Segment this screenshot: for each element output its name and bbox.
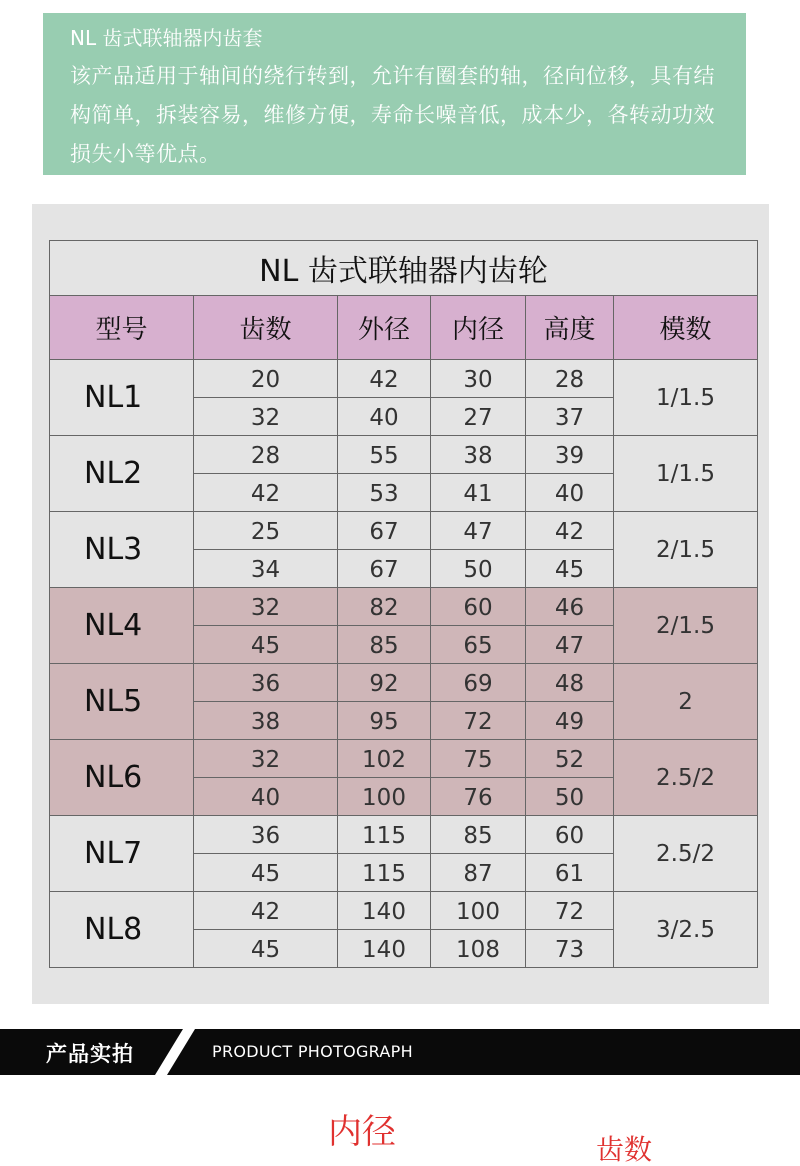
model-cell: NL8 <box>50 892 194 968</box>
value-cell: 75 <box>431 740 526 778</box>
table-row <box>50 360 758 398</box>
table-row <box>50 740 758 778</box>
spec-table-panel <box>32 204 769 1004</box>
table-row <box>50 512 758 550</box>
value-cell: 36 <box>194 816 338 854</box>
value-cell: 40 <box>194 778 338 816</box>
value-cell: 53 <box>338 474 431 512</box>
value-cell: 40 <box>338 398 431 436</box>
value-cell: 42 <box>194 892 338 930</box>
model-cell: NL7 <box>50 816 194 892</box>
spec-table <box>49 240 758 968</box>
table-row <box>50 816 758 854</box>
value-cell: 85 <box>431 816 526 854</box>
value-cell: 45 <box>526 550 614 588</box>
value-cell: 72 <box>431 702 526 740</box>
modulus-cell: 2/1.5 <box>614 512 758 588</box>
table-header-row <box>50 296 758 360</box>
photo-bar-label-cn: 产品实拍 <box>46 1042 134 1066</box>
value-cell: 41 <box>431 474 526 512</box>
value-cell: 60 <box>431 588 526 626</box>
modulus-cell: 2/1.5 <box>614 588 758 664</box>
header-height: 高度 <box>526 296 614 360</box>
value-cell: 45 <box>194 930 338 968</box>
value-cell: 50 <box>431 550 526 588</box>
intro-description: 该产品适用于轴间的绕行转到，允许有圈套的轴，径向位移，具有结构简单，拆装容易，维修方便，寿命长噪音低，成本少，各转动功效损失小等优点。 <box>70 64 715 166</box>
value-cell: 85 <box>338 626 431 664</box>
value-cell: 42 <box>526 512 614 550</box>
model-cell: NL3 <box>50 512 194 588</box>
value-cell: 52 <box>526 740 614 778</box>
intro-box <box>43 13 746 175</box>
value-cell: 49 <box>526 702 614 740</box>
value-cell: 50 <box>526 778 614 816</box>
value-cell: 95 <box>338 702 431 740</box>
value-cell: 61 <box>526 854 614 892</box>
value-cell: 38 <box>431 436 526 474</box>
value-cell: 73 <box>526 930 614 968</box>
value-cell: 32 <box>194 398 338 436</box>
value-cell: 76 <box>431 778 526 816</box>
value-cell: 100 <box>338 778 431 816</box>
modulus-cell: 2.5/2 <box>614 740 758 816</box>
model-cell: NL6 <box>50 740 194 816</box>
value-cell: 38 <box>194 702 338 740</box>
modulus-cell: 2.5/2 <box>614 816 758 892</box>
value-cell: 87 <box>431 854 526 892</box>
value-cell: 47 <box>431 512 526 550</box>
value-cell: 45 <box>194 626 338 664</box>
divider-slash-icon <box>155 1029 195 1075</box>
value-cell: 37 <box>526 398 614 436</box>
value-cell: 65 <box>431 626 526 664</box>
value-cell: 69 <box>431 664 526 702</box>
value-cell: 67 <box>338 512 431 550</box>
value-cell: 32 <box>194 740 338 778</box>
modulus-cell: 3/2.5 <box>614 892 758 968</box>
value-cell: 60 <box>526 816 614 854</box>
modulus-cell: 1/1.5 <box>614 436 758 512</box>
table-title: NL 齿式联轴器内齿轮 <box>50 241 758 296</box>
table-row <box>50 436 758 474</box>
value-cell: 82 <box>338 588 431 626</box>
product-photograph-bar <box>0 1029 800 1075</box>
table-row <box>50 588 758 626</box>
intro-title: NL 齿式联轴器内齿套 <box>70 26 263 50</box>
value-cell: 34 <box>194 550 338 588</box>
value-cell: 140 <box>338 930 431 968</box>
value-cell: 28 <box>526 360 614 398</box>
value-cell: 40 <box>526 474 614 512</box>
value-cell: 108 <box>431 930 526 968</box>
value-cell: 46 <box>526 588 614 626</box>
value-cell: 140 <box>338 892 431 930</box>
value-cell: 48 <box>526 664 614 702</box>
value-cell: 20 <box>194 360 338 398</box>
value-cell: 92 <box>338 664 431 702</box>
model-cell: NL4 <box>50 588 194 664</box>
value-cell: 47 <box>526 626 614 664</box>
table-row <box>50 664 758 702</box>
header-outer-diameter: 外径 <box>338 296 431 360</box>
model-cell: NL5 <box>50 664 194 740</box>
value-cell: 27 <box>431 398 526 436</box>
header-modulus: 模数 <box>614 296 758 360</box>
table-row <box>50 892 758 930</box>
header-model: 型号 <box>50 296 194 360</box>
value-cell: 39 <box>526 436 614 474</box>
value-cell: 42 <box>338 360 431 398</box>
value-cell: 102 <box>338 740 431 778</box>
value-cell: 32 <box>194 588 338 626</box>
modulus-cell: 1/1.5 <box>614 360 758 436</box>
model-cell: NL1 <box>50 360 194 436</box>
header-teeth: 齿数 <box>194 296 338 360</box>
modulus-cell: 2 <box>614 664 758 740</box>
value-cell: 42 <box>194 474 338 512</box>
value-cell: 30 <box>431 360 526 398</box>
value-cell: 67 <box>338 550 431 588</box>
value-cell: 45 <box>194 854 338 892</box>
value-cell: 100 <box>431 892 526 930</box>
value-cell: 72 <box>526 892 614 930</box>
model-cell: NL2 <box>50 436 194 512</box>
annotation-inner-diameter: 内径 <box>328 1112 396 1152</box>
value-cell: 36 <box>194 664 338 702</box>
photo-bar-label-en: PRODUCT PHOTOGRAPH <box>212 1042 413 1061</box>
header-inner-diameter: 内径 <box>431 296 526 360</box>
value-cell: 25 <box>194 512 338 550</box>
value-cell: 115 <box>338 816 431 854</box>
value-cell: 55 <box>338 436 431 474</box>
annotation-teeth: 齿数 <box>596 1133 653 1166</box>
value-cell: 115 <box>338 854 431 892</box>
value-cell: 28 <box>194 436 338 474</box>
